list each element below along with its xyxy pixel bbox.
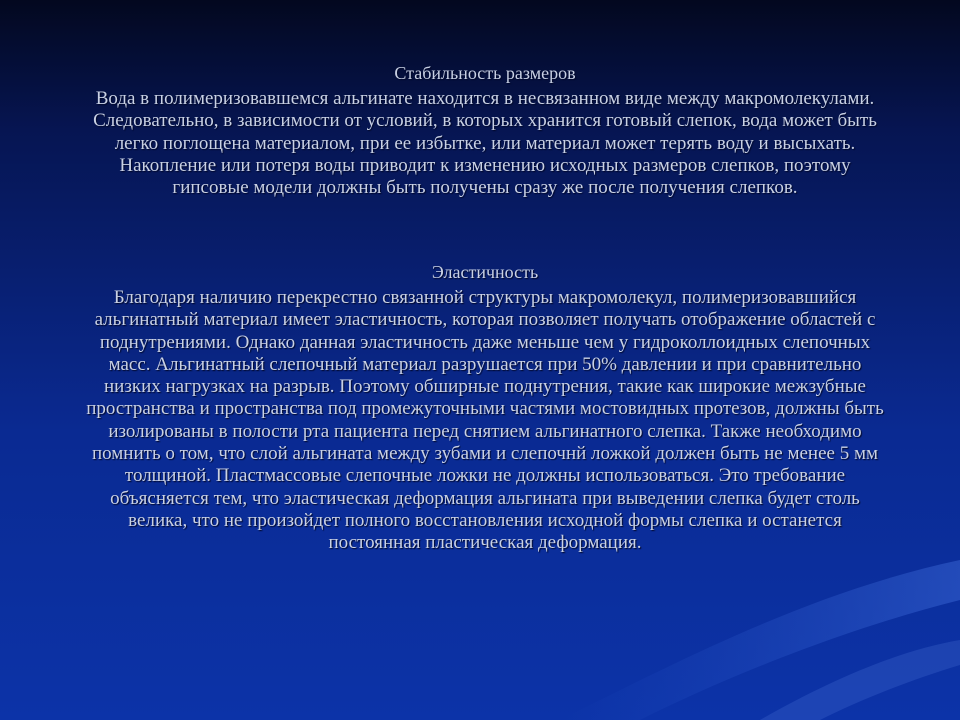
section-dimensional-stability — [80, 62, 890, 199]
section-heading: Эластичность — [431, 262, 539, 282]
section-elasticity — [80, 261, 890, 555]
section-paragraph: Благодаря наличию перекрестно связанной структуры макромолекул, полимеризовавшийся альгинатный материал имеет эластичность, которая позволяет получать отображение областей с поднутрениями. Однако данная эластичность даже меньше чем у гидроколлоидных слепочных масс. Альгинатный слепочный материал разрушается при 50% давлении и при сравнительно низких нагрузках на разрыв. Поэтому обширные поднутрения, такие как широкие межзубные пространства и пространства под промежуточными частями мостовидных протезов, должны быть изолированы в полости рта пациента перед снятием альгинатного слепка. Также необходимо помнить о том, что слой альгината между зубами и слепочнй ложкой должен быть не менее 5 мм толщиной. Пластмассовые слепочные ложки не должны использоваться. Это требование объясняется тем, что эластическая деформация альгината при выведении слепка будет столь велика, что не произойдет полного восстановления исходной формы слепка и останется постоянная пластическая деформация. — [86, 287, 884, 554]
section-paragraph: Вода в полимеризовавшемся альгинате находится в несвязанном виде между макромолекулами. Следовательно, в зависимости от условий, в которых хранится готовый слепок, вода может быть легко поглощена материалом, при ее избытке, или материал может терять воду и высыхать. Накопление или потеря воды приводит к изменению исходных размеров слепков, поэтому гипсовые модели должны быть получены сразу же после получения слепков. — [93, 88, 877, 199]
section-heading: Стабильность размеров — [394, 63, 576, 83]
